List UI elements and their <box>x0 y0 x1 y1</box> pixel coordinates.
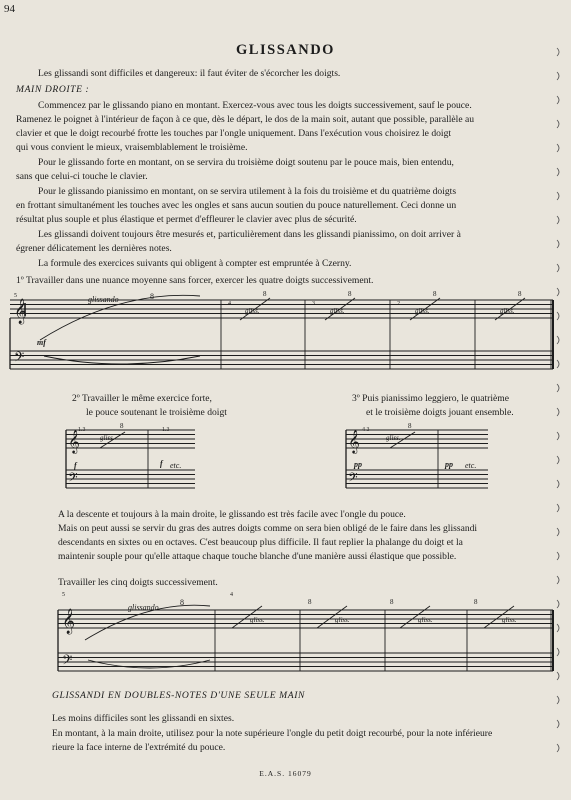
paragraph-line: maintenir souple pour qu'elle attaque chaque touche blanche d'une manière aussi élastique que possible. <box>58 551 457 562</box>
fingering: 4 <box>228 301 231 307</box>
ottava-mark: 8 <box>180 598 184 607</box>
ottava-mark: 8 <box>308 598 312 606</box>
paragraph-line: égrener délicatement les dernières notes. <box>16 243 172 254</box>
glissando-label: glissando <box>128 603 159 612</box>
music-system-2 <box>66 430 488 488</box>
fingering: 4 <box>230 592 233 598</box>
fingering: 1.3 <box>78 427 86 433</box>
gliss-label: gliss. <box>418 616 433 624</box>
section-heading-doubles-notes: GLISSANDI EN DOUBLES-NOTES D'UNE SEULE MAIN <box>52 690 306 701</box>
paragraph-line: Commencez par le glissando piano en montant. Exercez-vous avec tous les doigts successivement, sauf le pouce. <box>38 100 472 111</box>
gliss-label: gliss. <box>502 616 517 624</box>
svg-text:𝄞: 𝄞 <box>62 609 76 634</box>
paragraph-line: rieure la face interne de l'extrémité du pouce. <box>52 742 226 753</box>
ottava-mark: 8 <box>433 290 437 298</box>
dynamic-pp: pp <box>445 460 453 469</box>
ottava-mark: 8 <box>120 422 124 430</box>
page-title: GLISSANDO <box>236 42 335 58</box>
fingering: 2 <box>397 301 400 307</box>
paragraph-line: Les moins difficiles sont les glissandi en sixtes. <box>52 713 235 724</box>
publisher-plate-number: E.A.S. 16079 <box>259 769 312 778</box>
paragraph-line: La formule des exercices suivants qui obligent à compter est empruntée à Czerny. <box>38 258 352 269</box>
margin-bracket-marks <box>553 40 569 760</box>
fingering: 5 <box>62 592 65 598</box>
ottava-mark: 8 <box>263 290 267 298</box>
exercise-instruction-2a: 2º Travailler le même exercice forte, <box>72 393 212 404</box>
dynamic-f: f <box>74 461 77 470</box>
exercise-instruction-4: Travailler les cinq doigts successivement. <box>58 577 218 588</box>
paragraph-line: Pour le glissando forte en montant, on se servira du troisième doigt soutenu par le pouce mais, bien entendu, <box>38 157 454 168</box>
glissando-label: glissando <box>88 295 119 304</box>
paragraph-line: Mais on peut aussi se servir du gras des autres doigts comme on sera bien obligé de le faire dans les glissandi <box>58 523 478 534</box>
svg-text:𝄞: 𝄞 <box>348 429 360 453</box>
paragraph-line: clavier et que le doigt recourbé frotte les touches par l'ongle uniquement. Dans l'exécution vous choisirez le doigt <box>16 128 452 139</box>
fingering: 5 <box>14 293 17 299</box>
intro-text: Les glissandi sont difficiles et dangereux: il faut éviter de s'écorcher les doigts. <box>38 68 341 79</box>
paragraph-line: descendants en sixtes ou en octaves. C'est beaucoup plus difficile. Il faut replier la phalange du doigt et la <box>58 537 463 548</box>
gliss-label: gliss. <box>415 307 430 315</box>
exercise-instruction-3b: et le troisième doigts jouant ensemble. <box>366 407 514 418</box>
svg-text:𝄢: 𝄢 <box>68 470 78 488</box>
gliss-label: gliss. <box>245 307 260 315</box>
paragraph-line: A la descente et toujours à la main droite, le glissando est très facile avec l'ongle du pouce. <box>58 509 406 520</box>
paragraph-line: Les glissandi doivent toujours être mesurés et, particulièrement dans les glissandi pianissimo, on doit arriver à <box>38 229 461 240</box>
exercise-instruction-3a: 3º Puis pianissimo leggiero, le quatrième <box>352 393 509 404</box>
ottava-mark: 8 <box>390 598 394 606</box>
music-labels <box>14 290 522 624</box>
music-system-3 <box>58 605 553 671</box>
etc-label: etc. <box>170 461 182 470</box>
ottava-mark: 8 <box>474 598 478 606</box>
paragraph-line: Ramenez le poignet à l'intérieur de façon à ce que, dès le départ, le dos de la main soit, autant que possible, parallèle au <box>16 114 475 125</box>
etc-label: etc. <box>465 461 477 470</box>
paragraph-line: En montant, à la main droite, utilisez pour la note supérieure l'ongle du petit doigt recourbé, pour la note inférieure <box>52 728 493 739</box>
fingering: 4 3 <box>362 427 370 433</box>
fingering: 3 <box>312 301 315 307</box>
exercise-instruction-2b: le pouce soutenant le troisième doigt <box>86 407 227 418</box>
paragraph-line: en frottant simultanément les touches avec les ongles et sans aucun soutien du pouce naturellement. Ceci donne un <box>16 200 457 211</box>
paragraph-line: qui vous convient le mieux, vraisemblablement le troisième. <box>16 142 248 153</box>
paragraph-line: sans que celui-ci touche le clavier. <box>16 171 148 182</box>
svg-text:𝄞: 𝄞 <box>68 429 80 453</box>
dynamic-pp: pp <box>354 460 362 469</box>
fingering: 1.3 <box>162 427 170 433</box>
gliss-label: gliss. <box>250 616 265 624</box>
page-number: 94 <box>4 3 15 15</box>
svg-text:𝄢: 𝄢 <box>348 470 358 488</box>
gliss-label: gliss. <box>335 616 350 624</box>
section-heading-main-droite: MAIN DROITE : <box>16 84 90 95</box>
ottava-mark: 8 <box>348 290 352 298</box>
paragraph-line: Pour le glissando pianissimo en montant, on se servira utilement à la fois du troisième et du quatrième doigts <box>38 186 457 197</box>
ottava-mark: 8 <box>150 292 154 301</box>
ottava-mark: 8 <box>408 422 412 430</box>
svg-text:𝄞: 𝄞 <box>14 299 28 324</box>
gliss-label: gliss. <box>100 434 115 442</box>
svg-text:𝄢: 𝄢 <box>14 349 25 368</box>
dynamic-mf: mf <box>37 338 46 347</box>
exercise-instruction-1: 1º Travailler dans une nuance moyenne sans forcer, exercer les quatre doigts successivement. <box>16 275 374 286</box>
gliss-label: gliss. <box>330 307 345 315</box>
dynamic-f: f <box>160 459 163 468</box>
svg-text:𝄢: 𝄢 <box>62 652 73 671</box>
gliss-label: gliss. <box>386 434 401 442</box>
ottava-mark: 8 <box>518 290 522 298</box>
gliss-label: gliss. <box>500 307 515 315</box>
music-system-1 <box>10 295 553 369</box>
paragraph-line: résultat plus souple et plus élastique et permet d'effleurer le clavier avec plus de sécurité. <box>16 214 357 225</box>
